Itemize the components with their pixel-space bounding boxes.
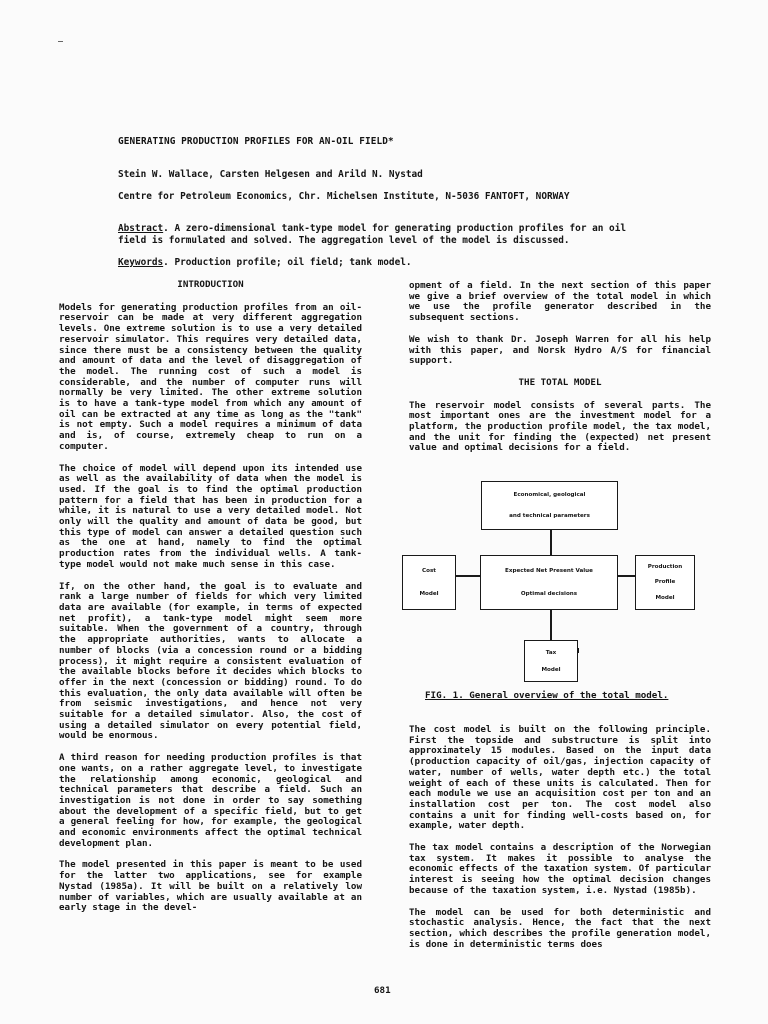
paragraph: The reservoir model consists of several parts. The most important ones are the investment model for a platform, the production profile model, the tax model, and the unit for finding the (expected) net present value and optimal decisions for a field. <box>409 399 711 454</box>
paragraph: If, on the other hand, the goal is to evaluate and rank a large number of fields for which very limited data are available (for example, in terms of expected net profit), a tank-type model might seem more suitable. When the government of a country, through the appropriate authorities, wants to allocate a number of blocks (via a concession round or a bidding process), it might require a consistent evaluation of the available blocks before it decides which blocks to offer in the next (concession or bidding) round. To do this evaluation, the only data available will often be from seismic investigations, and hence not very suitable for a detailed simulator. Also, the cost of using a detailed simulator on every potential field, would be enormous. <box>59 580 362 742</box>
paragraph: We wish to thank Dr. Joseph Warren for all his help with this paper, and Norsk Hydro A/S for financial support. <box>409 333 711 367</box>
parameters-box: Economical, geological and technical parameters <box>481 481 618 530</box>
page-number: 681 <box>374 985 391 996</box>
right-column-bottom <box>409 725 711 961</box>
paper-affiliation: Centre for Petroleum Economics, Chr. Michelsen Institute, N-5036 FANTOFT, NORWAY <box>118 191 570 202</box>
cost-model-box: Cost Model <box>402 555 456 610</box>
tax-model-box: Tax Model <box>524 640 578 682</box>
scan-mark <box>58 41 63 42</box>
paragraph: The model presented in this paper is meant to be used for the latter two applications, see for example Nystad (1985a). It will be built on a relatively low number of variables, which are usually available at an early stage in the devel- <box>59 859 362 914</box>
keywords-text: . Production profile; oil field; tank model. <box>163 257 412 268</box>
connector-tick <box>578 648 579 653</box>
paragraph: The choice of model will depend upon its intended use as well as the availability of data when the model is used. If the goal is to find the optimal production pattern for a field that has been in production for a while, it is natural to use a very detailed model. Not only will the quality and amount of data be good, but this type of model can answer a detailed question such as the one at hand, namely to find the optimal production rates from the individual wells. A tank-type model would not make much sense in this case. <box>59 462 362 570</box>
total-model-heading: THE TOTAL MODEL <box>518 376 602 388</box>
paragraph: opment of a field. In the next section of this paper we give a brief overview of the total model in which we use the profile generator described in the subsequent sections. <box>409 280 711 324</box>
figure-caption: FIG. 1. General overview of the total model. <box>425 690 669 701</box>
abstract-text: . A zero-dimensional tank-type model for generating production profiles for an oil field is formulated and solved. The aggregation level of the model is discussed. <box>118 223 626 246</box>
paper-authors: Stein W. Wallace, Carsten Helgesen and Arild N. Nystad <box>118 169 423 180</box>
keywords <box>118 257 412 268</box>
connector-line <box>618 575 635 577</box>
introduction-heading: INTRODUCTION <box>177 279 244 290</box>
abstract <box>118 223 658 247</box>
paragraph: The cost model is built on the following principle. First the topside and substructure is split into approximately 15 modules. Based on the input data (production capacity of oil/gas, injection capacity of water, number of wells, water depth etc.) the total weight of each of these units is calculated. Then for each module we use an acquisition cost per ton and an installation cost per ton. The cost model also contains a unit for finding well-costs based on, for example, water depth. <box>409 724 711 832</box>
abstract-label: Abstract <box>118 223 164 234</box>
paragraph: The tax model contains a description of the Norwegian tax system. It makes it possible to analyse the economic effects of the taxation system. Of particular interest is seeing how the optimal decision changes because of the taxation system, i.e. Nystad (1985b). <box>409 842 711 896</box>
production-profile-model-box: Production Profile Model <box>635 555 695 610</box>
keywords-label: Keywords <box>118 257 164 268</box>
figure-1-diagram <box>398 475 710 685</box>
paper-title: GENERATING PRODUCTION PROFILES FOR AN-OIL FIELD* <box>118 136 394 147</box>
paragraph: Models for generating production profiles from an oil-reservoir can be made at very different aggregation levels. One extreme solution is to use a very detailed reservoir simulator. This requires very detailed data, since there must be a consistency between the quality and amount of data and the level of disaggregation of the model. The running cost of such a model is considerable, and the number of computer runs will normally be very limited. The other extreme solution is to have a tank-type model from which any amount of oil can be extracted at any time as long as the "tank" is not empty. Such a model requires a minimum of data and is, of course, extremely cheap to run on a computer. <box>59 301 362 452</box>
right-column-top <box>409 281 711 465</box>
connector-line <box>456 575 480 577</box>
paragraph: A third reason for needing production profiles is that one wants, on a rather aggregate level, to investigate the relationship among economic, geological and technical parameters that describe a field. Such an investigation is not done in order to say something about the development of a specific field, but to get a general feeling for how, for example, the geological and economic environments affect the optimal technical development plan. <box>59 752 362 849</box>
connector-line <box>550 530 552 555</box>
connector-line <box>550 610 552 640</box>
expected-npv-box: Expected Net Present Value Optimal decisions <box>480 555 618 610</box>
paragraph: The model can be used for both deterministic and stochastic analysis. Hence, the fact that the next section, which describes the profile generation model, is done in deterministic terms does <box>409 906 711 950</box>
left-column <box>59 280 362 925</box>
